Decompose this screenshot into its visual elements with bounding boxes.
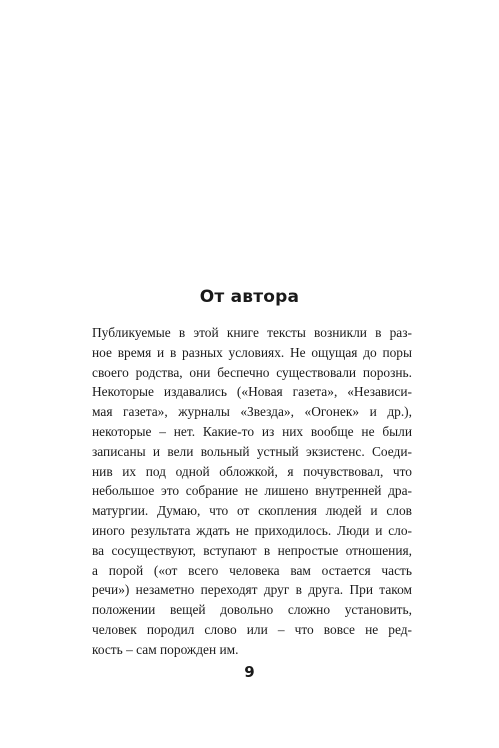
page-number: 9 bbox=[244, 663, 255, 681]
text-line: некоторые – нет. Какие-то из них вообще не были bbox=[92, 423, 412, 439]
section-title: От автора bbox=[199, 287, 300, 307]
body-paragraph bbox=[92, 323, 412, 660]
text-line: ное время и в разных условиях. Не ощущая до поры bbox=[92, 344, 412, 360]
text-line: речи») незаметно переходят друг в друга. При таком bbox=[92, 582, 412, 598]
text-line: нив их под одной обложкой, я почувствовал, что bbox=[92, 463, 412, 479]
text-line: положении вещей довольно сложно установить, bbox=[92, 602, 412, 618]
text-line: кость – сам порожден им. bbox=[92, 641, 239, 657]
text-line: матургии. Думаю, что от скопления людей и слов bbox=[92, 503, 412, 519]
text-line: своего родства, они беспечно существовали порознь. bbox=[92, 364, 412, 380]
text-line: небольшое это собрание не лишено внутренней дра- bbox=[92, 483, 412, 499]
text-line: иного результата ждать не приходилось. Люди и сло- bbox=[92, 522, 412, 538]
text-line: мая газета», журналы «Звезда», «Огонек» и др.), bbox=[92, 404, 412, 420]
text-line: ва сосуществуют, вступают в непростые отношения, bbox=[92, 542, 412, 558]
text-line: а порой («от всего человека вам остается часть bbox=[92, 562, 412, 578]
text-line: Некоторые издавались («Новая газета», «Независи- bbox=[92, 384, 412, 400]
text-line: человек породил слово или – что вовсе не ред- bbox=[92, 621, 412, 637]
text-line: записаны и вели вольный устный экзистенс. Соеди- bbox=[92, 443, 412, 459]
text-line: Публикуемые в этой книге тексты возникли в раз- bbox=[92, 325, 412, 340]
